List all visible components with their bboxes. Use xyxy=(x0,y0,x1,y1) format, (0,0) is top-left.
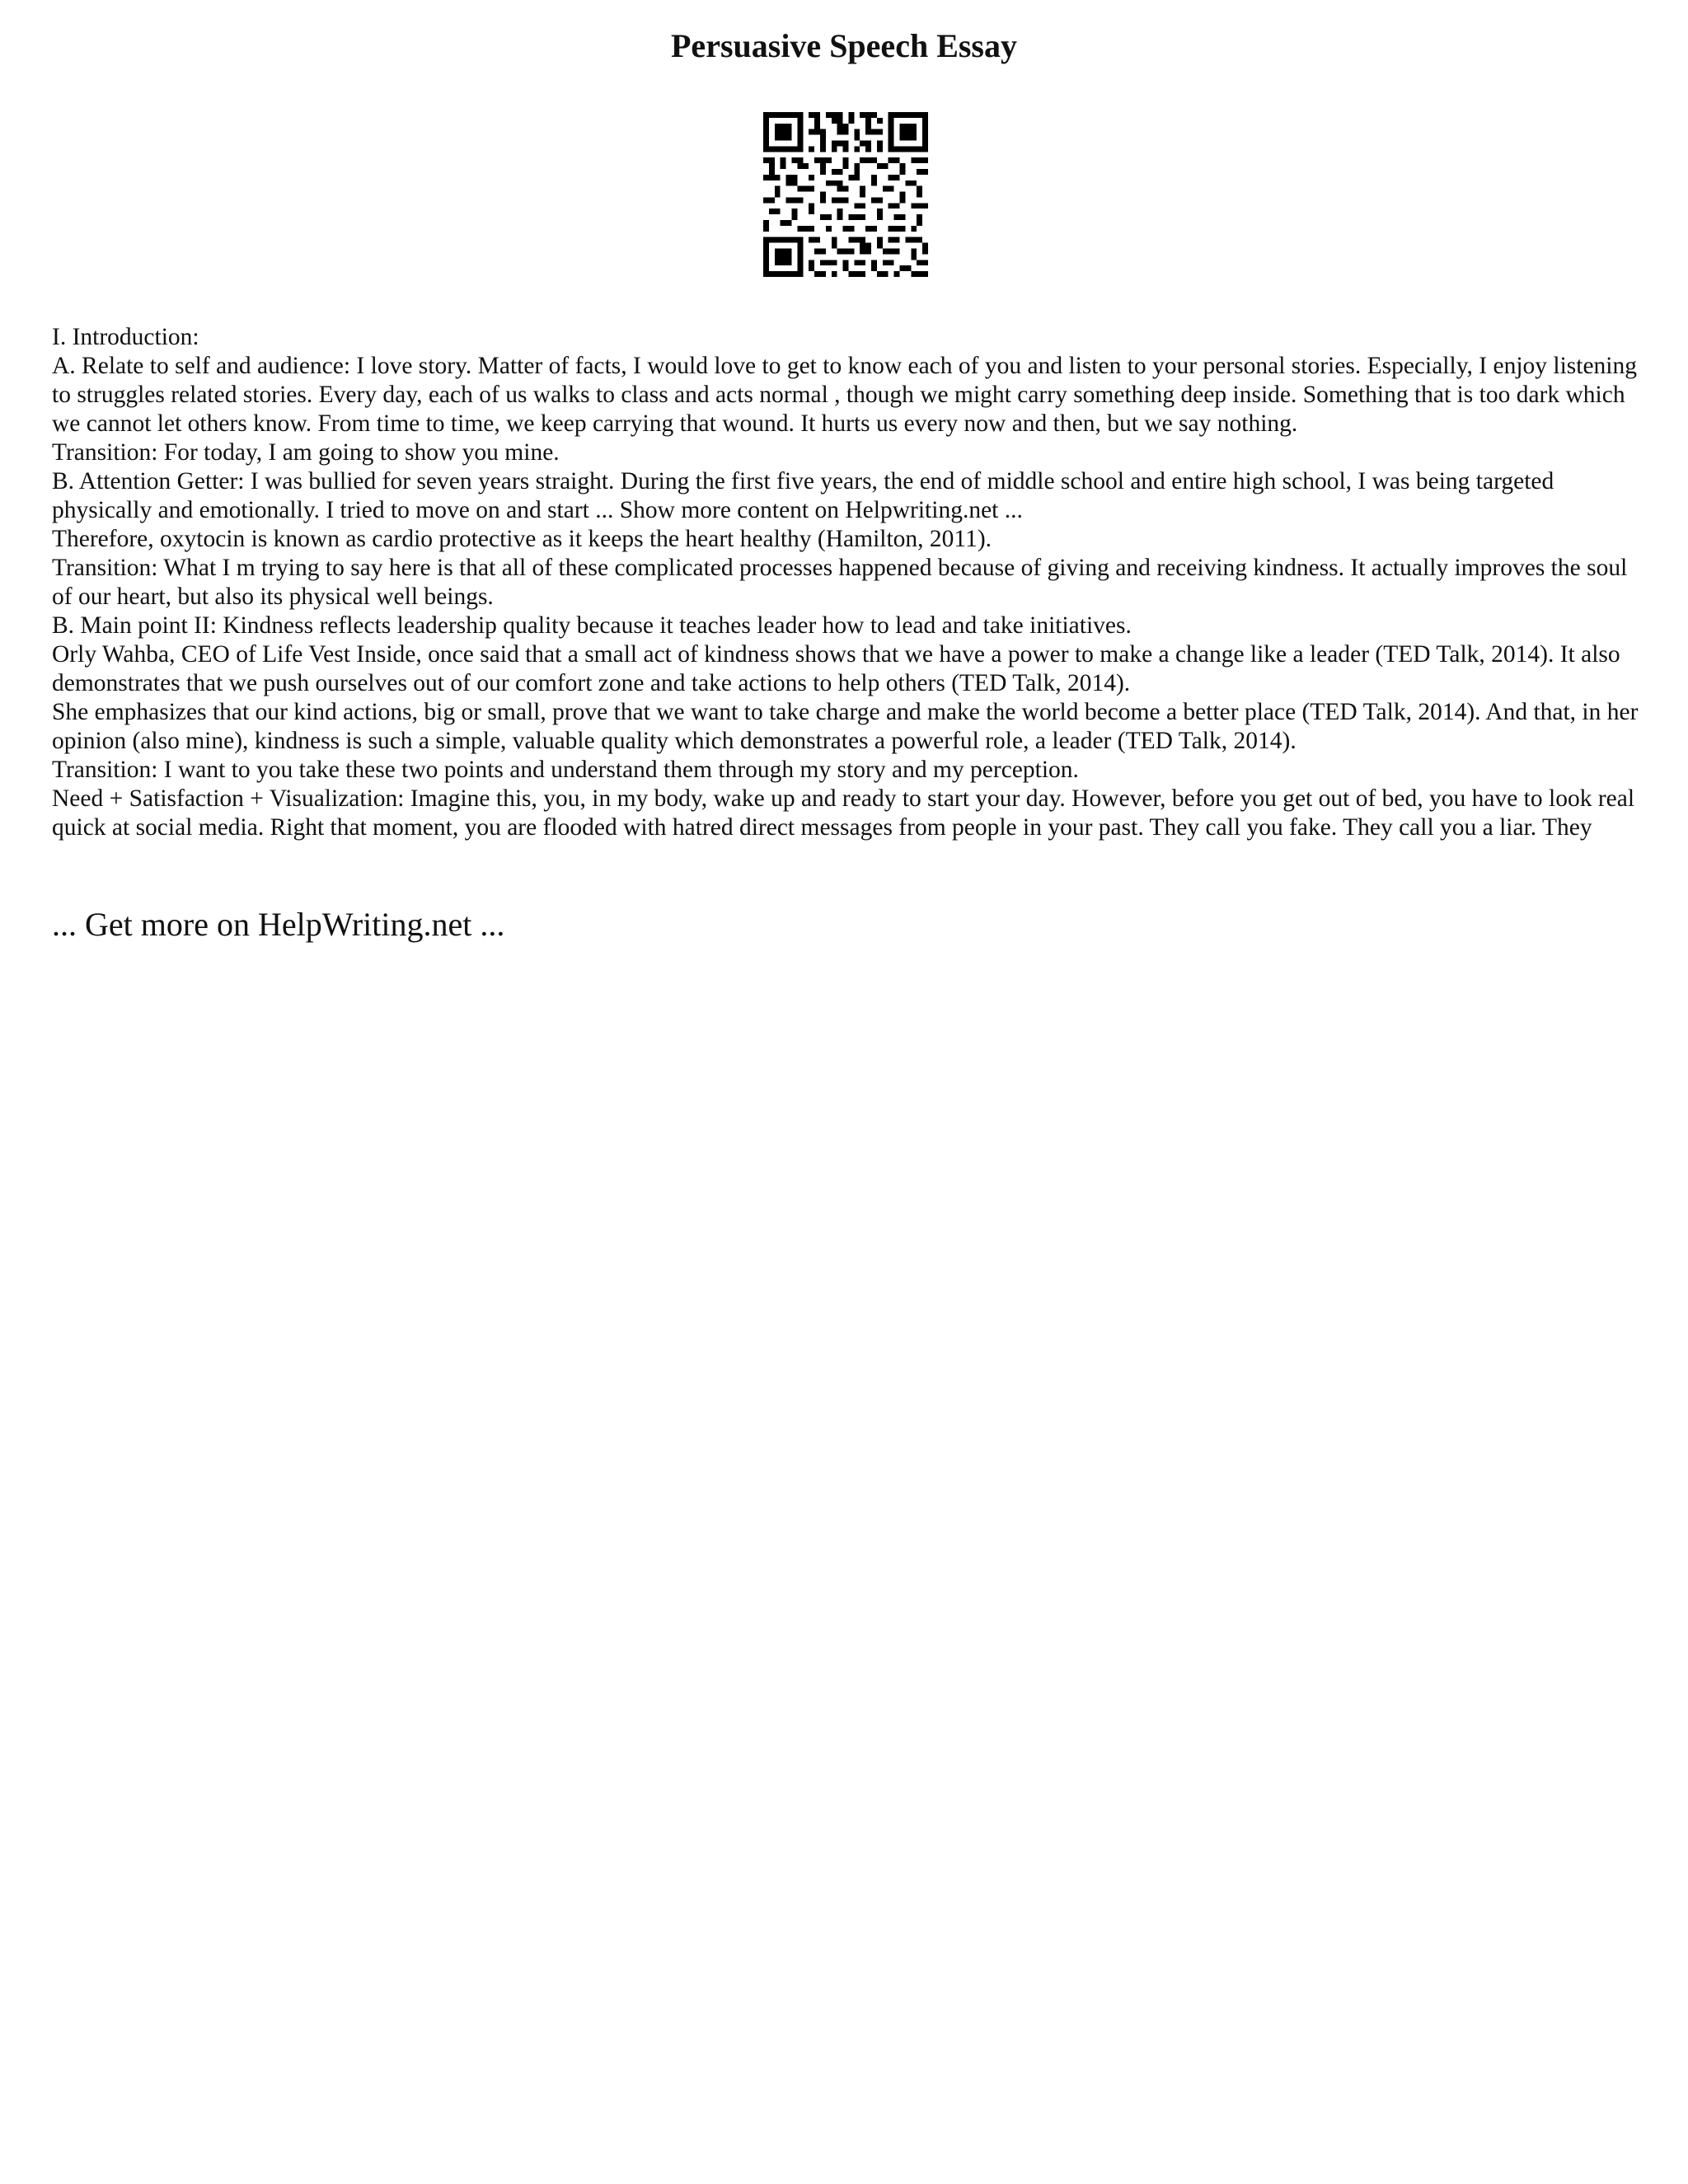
paragraph: Transition: What I m trying to say here is that all of these complicated processes happened because of giving and receiving kindness. It actually improves the soul of our heart, but also its physical well beings. xyxy=(52,555,1628,610)
paragraph: B. Attention Getter: I was bullied for seven years straight. During the first five years, the end of middle school and entire high school, I was being targeted physically and emotionally. I tried to move on and start ... Show more content on Helpwriting.net ... xyxy=(52,468,1554,523)
paragraph: B. Main point II: Kindness reflects leadership quality because it teaches leader how to lead and take initiatives. xyxy=(52,612,1132,639)
paragraph: Transition: For today, I am going to show you mine. xyxy=(52,439,560,466)
paragraph: Need + Satisfaction + Visualization: Imagine this, you, in my body, wake up and ready to start your day. However, before you get out of bed, you have to look real quick at social media. Right that moment, you are flooded with hatred direct messages from people in your past. They call you fake. They call you a liar. They xyxy=(52,785,1635,841)
qr-code-icon[interactable] xyxy=(763,112,928,277)
essay-body xyxy=(52,323,1643,842)
get-more-link[interactable]: ... Get more on HelpWriting.net ... xyxy=(52,906,505,943)
paragraph: Orly Wahba, CEO of Life Vest Inside, once said that a small act of kindness shows that we have a power to make a change like a leader (TED Talk, 2014). It also demonstrates that we push ourselves out of our comfort zone and take actions to help others (TED Talk, 2014). xyxy=(52,641,1620,696)
page-title: Persuasive Speech Essay xyxy=(671,27,1017,64)
paragraph: Transition: I want to you take these two points and understand them through my story and my perception. xyxy=(52,757,1079,783)
paragraph: I. Introduction: xyxy=(52,324,199,350)
paragraph: She emphasizes that our kind actions, big or small, prove that we want to take charge and make the world become a better place (TED Talk, 2014). And that, in her opinion (also mine), kindness is such a simple, valuable quality which demonstrates a powerful role, a leader (TED Talk, 2014). xyxy=(52,699,1639,754)
paragraph: Therefore, oxytocin is known as cardio protective as it keeps the heart healthy (Hamilton, 2011). xyxy=(52,526,992,552)
paragraph: A. Relate to self and audience: I love story. Matter of facts, I would love to get to know each of you and listen to your personal stories. Especially, I enjoy listening to struggles related stories. Every day, each of us walks to class and acts normal , though we might carry something deep inside. Something that is too dark which we cannot let others know. From time to time, we keep carrying that wound. It hurts us every now and then, but we say nothing. xyxy=(52,353,1638,437)
